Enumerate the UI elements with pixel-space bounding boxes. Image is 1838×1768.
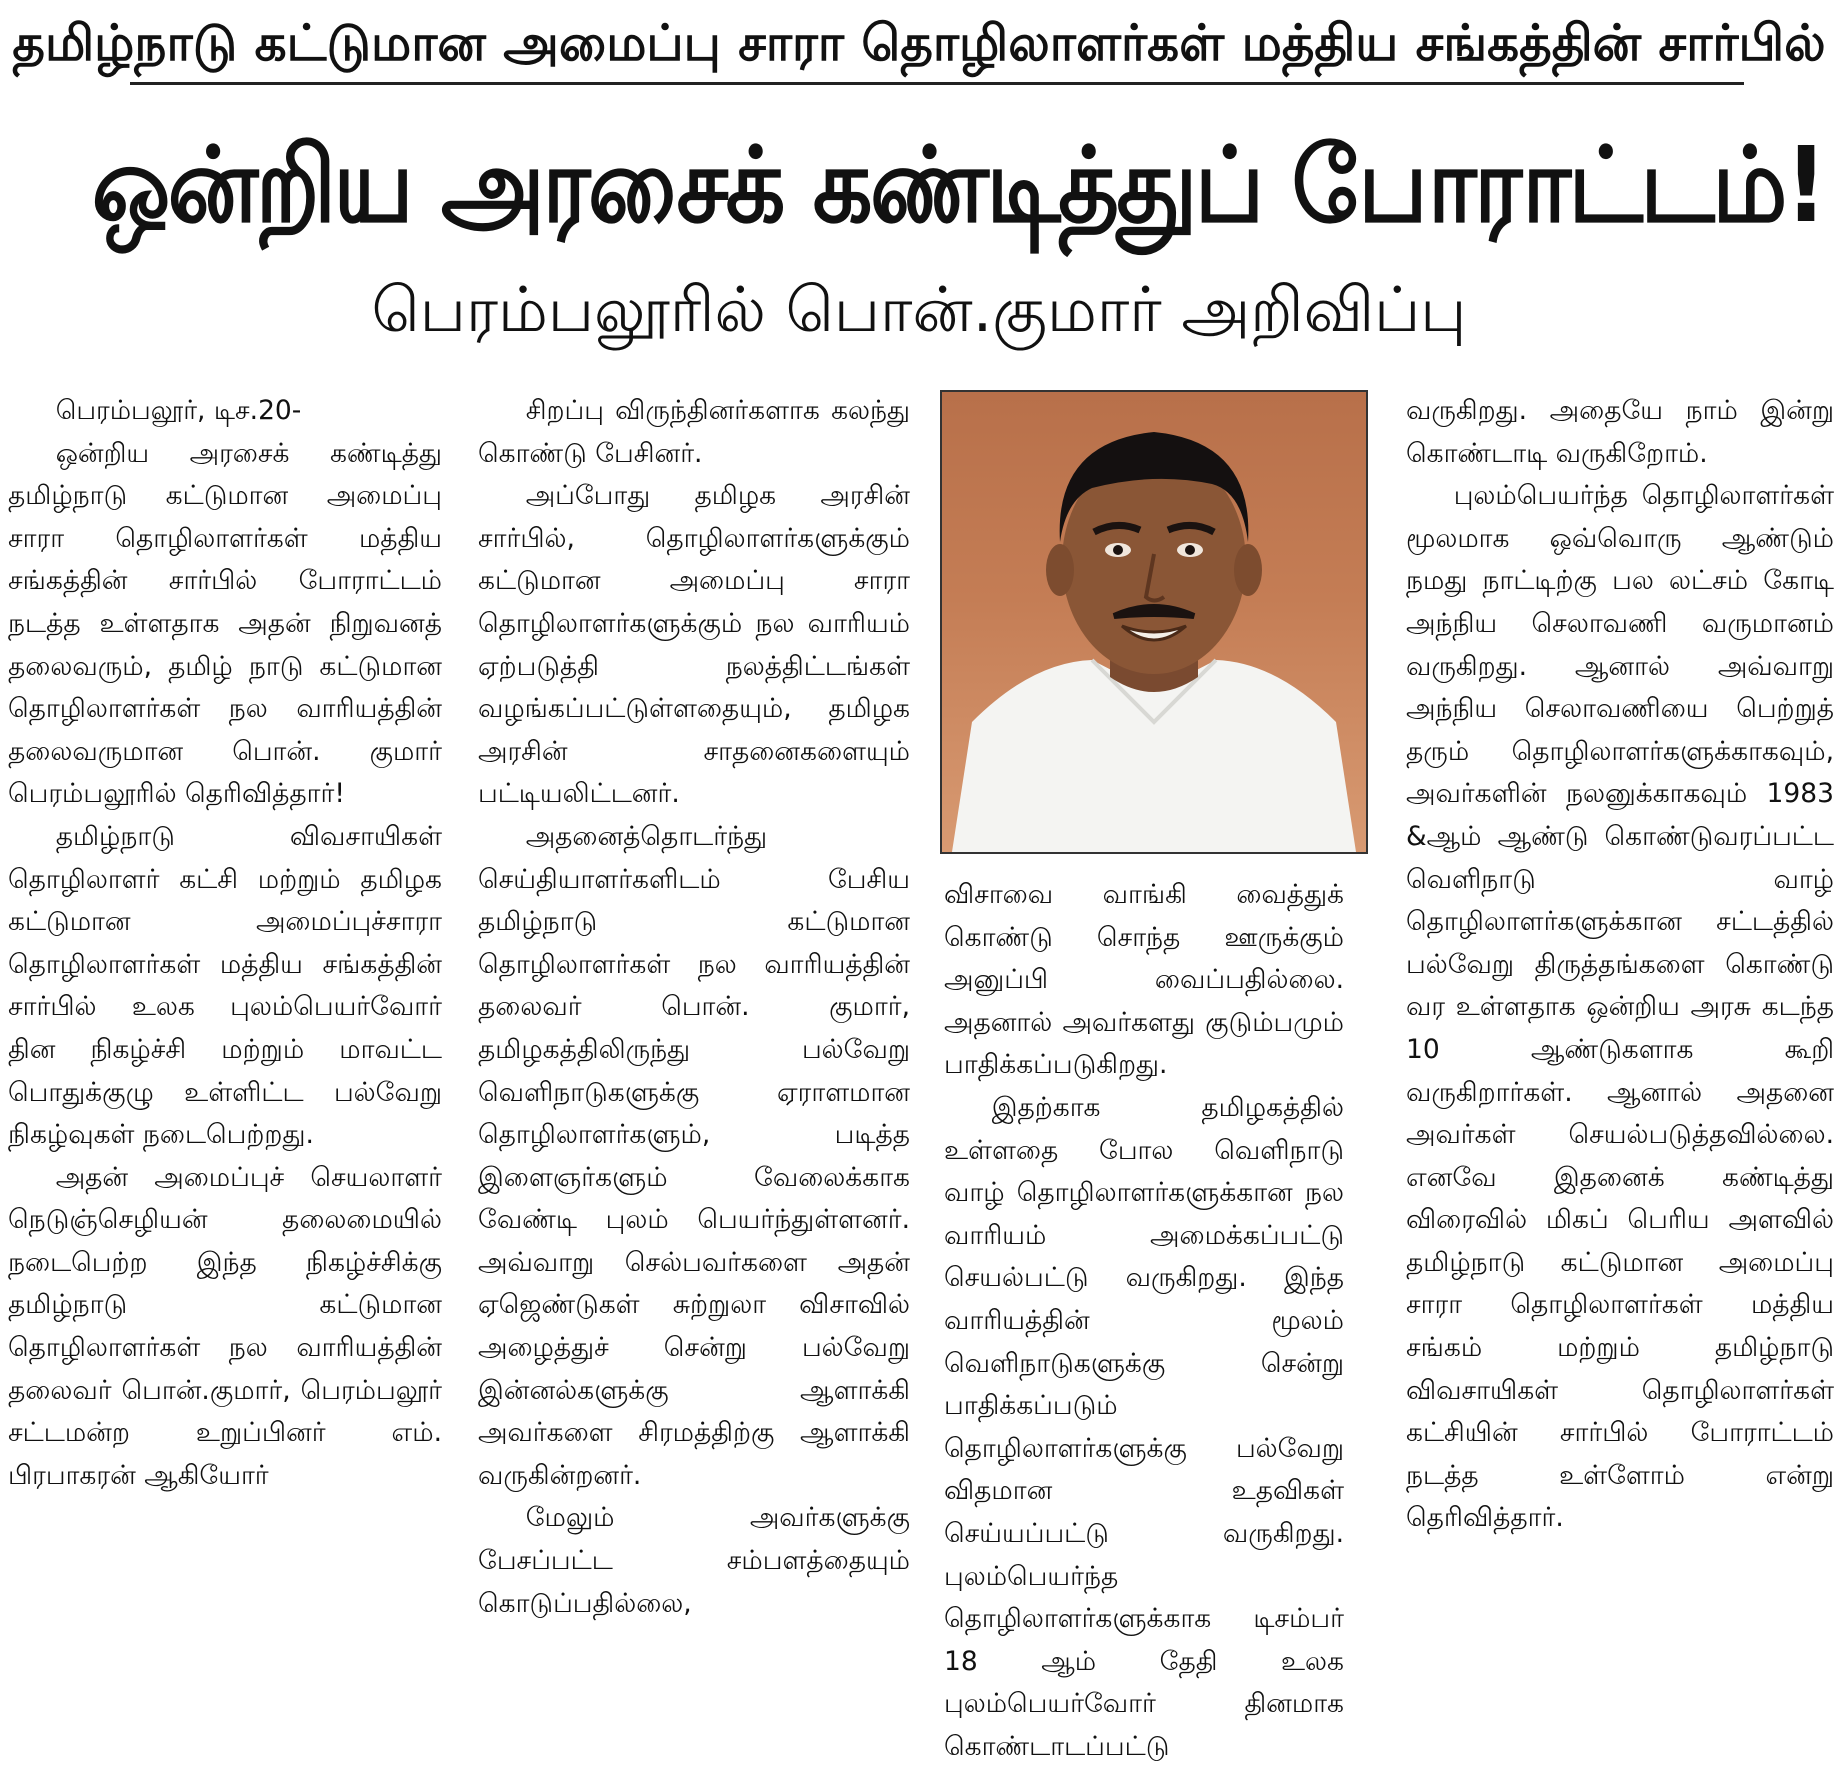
- article-column-3: [944, 874, 1344, 1762]
- portrait-photo: [940, 390, 1368, 854]
- paragraph: மேலும் அவர்களுக்கு பேசப்பட்ட சம்பளத்தையும் கொடுப்பதில்லை,: [478, 1502, 910, 1619]
- paragraph: புலம்பெயர்ந்த தொழிலாளர்கள் மூலமாக ஒவ்வொரு ஆண்டும் நமது நாட்டிற்கு பல லட்சம் கோடி அந்நிய செலாவணி வருமானம் வருகிறது. ஆனால் அவ்வாறு அந்நிய செலாவணியை பெற்றுத் தரும் தொழிலாளர்களுக்காகவும், அவர்களின் நலனுக்காகவும் 1983 &ஆம் ஆண்டு கொண்டுவரப்பட்ட வெளிநாடு வாழ் தொழிலாளர்களுக்கான சட்டத்தில் பல்வேறு திருத்தங்களை கொண்டு வர உள்ளதாக ஒன்றிய அரசு கடந்த 10 ஆண்டுகளாக கூறி வருகிறார்கள். ஆனால் அதனை அவர்கள் செயல்படுத்தவில்லை. எனவே இதனைக் கண்டித்து விரைவில் மிகப் பெரிய அளவில் தமிழ்நாடு கட்டுமான அமைப்பு சாரா தொழிலாளர்கள் மத்திய சங்கம் மற்றும் தமிழ்நாடு விவசாயிகள் தொழிலாளர்கள் கட்சியின் சார்பில் போராட்டம் நடத்த உள்ளோம் என்று தெரிவித்தார்.: [1406, 480, 1834, 1534]
- subheadline: பெரம்பலூரில் பொன்.குமார் அறிவிப்பு: [371, 273, 1467, 346]
- dateline: பெரம்பலூர், டிச.20-: [55, 395, 302, 426]
- article-column-2: [478, 390, 910, 1740]
- kicker-underline: [130, 82, 1744, 85]
- portrait-illustration: [942, 392, 1366, 852]
- article-column-4: [1406, 390, 1834, 1740]
- paragraph: வருகிறது. அதையே நாம் இன்று கொண்டாடி வருகிறோம்.: [1406, 395, 1834, 469]
- paragraph: தமிழ்நாடு விவசாயிகள் தொழிலாளர் கட்சி மற்றும் தமிழக கட்டுமான அமைப்புச்சாரா தொழிலாளர்கள் மத்திய சங்கத்தின் சார்பில் உலக புலம்பெயர்வோர் தின நிகழ்ச்சி மற்றும் மாவட்ட பொதுக்குழு உள்ளிட்ட பல்வேறு நிகழ்வுகள் நடைபெற்றது.: [8, 820, 442, 1151]
- paragraph: அதன் அமைப்புச் செயலாளர் நெடுஞ்செழியன் தலைமையில் நடைபெற்ற இந்த நிகழ்ச்சிக்கு தமிழ்நாடு கட்டுமான தொழிலாளர்கள் நல வாரியத்தின் தலைவர் பொன்.குமார், பெரம்பலூர் சட்டமன்ற உறுப்பினர் எம். பிரபாகரன் ஆகியோர்: [8, 1161, 442, 1491]
- paragraph: ஒன்றிய அரசைக் கண்டித்து தமிழ்நாடு கட்டுமான அமைப்பு சாரா தொழிலாளர்கள் மத்திய சங்கத்தின் சார்பில் போராட்டம் நடத்த உள்ளதாக அதன் நிறுவனத் தலைவரும், தமிழ் நாடு கட்டுமான தொழிலாளர்கள் நல வாரியத்தின் தலைவருமான பொன். குமார் பெரம்பலூரில் தெரிவித்தார்!: [8, 437, 442, 810]
- paragraph: இதற்காக தமிழகத்தில் உள்ளதை போல வெளிநாடு வாழ் தொழிலாளர்களுக்கான நல வாரியம் அமைக்கப்பட்டு செயல்பட்டு வருகிறது. இந்த வாரியத்தின் மூலம் வெளிநாடுகளுக்கு சென்று பாதிக்கப்படும் தொழிலாளர்களுக்கு பல்வேறு விதமான உதவிகள் செய்யப்பட்டு வருகிறது. புலம்பெயர்ந்த தொழிலாளர்களுக்காக டிசம்பர் 18 ஆம் தேதி உலக புலம்பெயர்வோர் தினமாக கொண்டாடப்பட்டு: [944, 1091, 1344, 1762]
- paragraph: அப்போது தமிழக அரசின் சார்பில், தொழிலாளர்களுக்கும் கட்டுமான அமைப்பு சாரா தொழிலாளர்களுக்கும் நல வாரியம் ஏற்படுத்தி நலத்திட்டங்கள் வழங்கப்பட்டுள்ளதையும், தமிழக அரசின் சாதனைகளையும் பட்டியலிட்டனர்.: [478, 480, 910, 810]
- kicker-line: தமிழ்நாடு கட்டுமான அமைப்பு சாரா தொழிலாளர்கள் மத்திய சங்கத்தின் சார்பில்: [12, 14, 1826, 72]
- article-column-1: [8, 390, 442, 1740]
- paragraph: சிறப்பு விருந்தினர்களாக கலந்து கொண்டு பேசினர்.: [478, 395, 910, 469]
- headline: ஒன்றிய அரசைக் கண்டித்துப் போராட்டம்!: [91, 124, 1825, 246]
- paragraph: அதனைத்தொடர்ந்து செய்தியாளர்களிடம் பேசிய தமிழ்நாடு கட்டுமான தொழிலாளர்கள் நல வாரியத்தின் தலைவர் பொன். குமார், தமிழகத்திலிருந்து பல்வேறு வெளிநாடுகளுக்கு ஏராளமான தொழிலாளர்களும், படித்த இளைஞர்களும் வேலைக்காக வேண்டி புலம் பெயர்ந்துள்ளனர். அவ்வாறு செல்பவர்களை அதன் ஏஜெண்டுகள் சுற்றுலா விசாவில் அழைத்துச் சென்று பல்வேறு இன்னல்களுக்கு ஆளாக்கி அவர்களை சிரமத்திற்கு ஆளாக்கி வருகின்றனர்.: [478, 820, 910, 1491]
- paragraph: விசாவை வாங்கி வைத்துக் கொண்டு சொந்த ஊருக்கும் அனுப்பி வைப்பதில்லை. அதனால் அவர்களது குடும்பமும் பாதிக்கப்படுகிறது.: [944, 879, 1344, 1081]
